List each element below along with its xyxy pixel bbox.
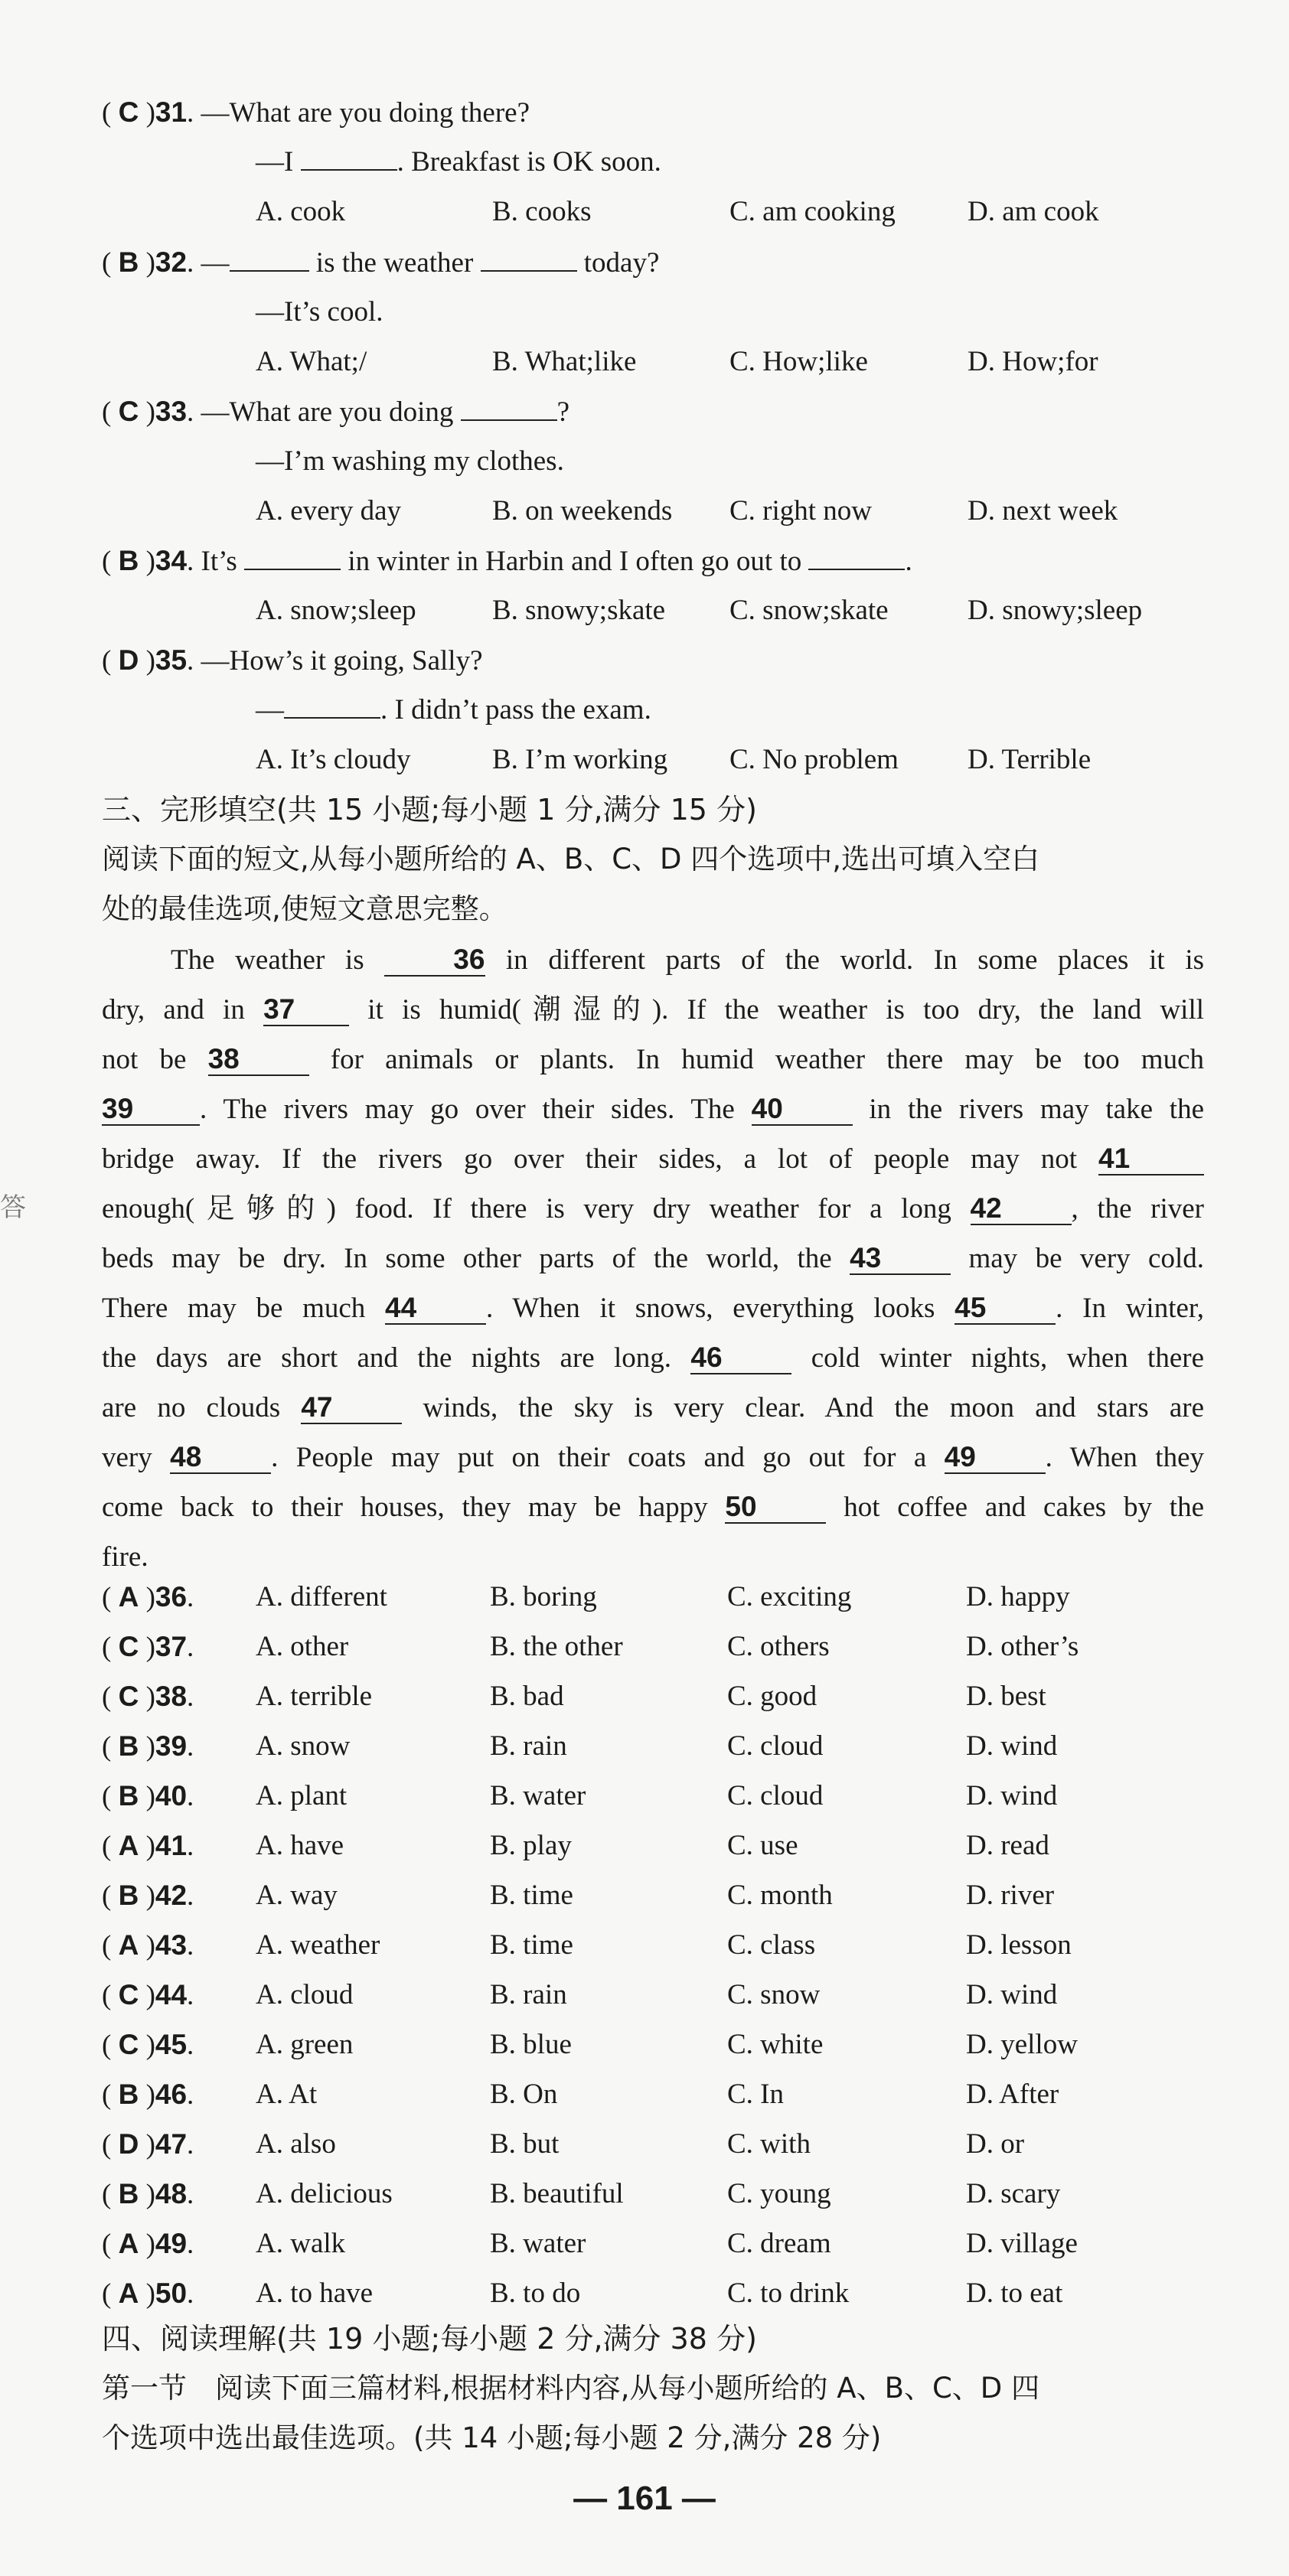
passage-text: in the rivers may take the xyxy=(852,1094,1204,1125)
section-3-title: 三、完形填空(共 15 小题;每小题 1 分,满分 15 分) xyxy=(102,793,757,827)
option-c: C. good xyxy=(727,1681,817,1712)
answer-mark: B xyxy=(118,2178,139,2209)
answer-mark: D xyxy=(118,644,139,676)
section-4-title: 四、阅读理解(共 19 小题;每小题 2 分,满分 38 分) xyxy=(102,2322,757,2356)
passage-line xyxy=(102,1482,1204,1532)
cloze-question-row: ( C )45. xyxy=(102,2029,194,2061)
passage-text: not be xyxy=(102,1044,208,1075)
reply-text: . I didn’t pass the exam. xyxy=(380,694,651,726)
option-a: A. every day xyxy=(256,495,402,527)
option-c: C. am cooking xyxy=(729,196,896,227)
section-3-instruction: 处的最佳选项,使短文意思完整。 xyxy=(102,892,507,925)
option-a: A. snow;sleep xyxy=(256,595,416,626)
answer-mark: B xyxy=(118,1730,139,1762)
option-d: D. After xyxy=(966,2079,1059,2110)
option-c: C. snow;skate xyxy=(729,595,889,626)
question-number: 39 xyxy=(155,1730,188,1762)
passage-line xyxy=(102,1333,1204,1383)
cloze-question-row: ( A )41. xyxy=(102,1830,194,1862)
question-33-reply: —I’m washing my clothes. xyxy=(256,445,564,477)
question-number: 46 xyxy=(155,2079,188,2110)
option-c: C. cloud xyxy=(727,1730,824,1762)
option-a: A. other xyxy=(256,1631,349,1662)
option-b: B. to do xyxy=(490,2278,581,2309)
answer-mark: C xyxy=(118,396,139,427)
passage-text: dry, and in xyxy=(102,994,264,1026)
answer-mark: C xyxy=(118,1979,139,2010)
question-number: 38 xyxy=(155,1681,188,1712)
question-number: 35 xyxy=(155,644,188,676)
passage-text: enough(足够的) food. If there is very dry weather for a long xyxy=(102,1193,971,1224)
option-d: D. am cook xyxy=(968,196,1099,227)
option-a: A. terrible xyxy=(256,1681,373,1712)
question-number: 44 xyxy=(155,1979,188,2010)
cloze-question-row: ( A )36. xyxy=(102,1581,194,1613)
option-a: A. plant xyxy=(256,1780,348,1811)
option-a: A. cloud xyxy=(256,1979,354,2010)
question-number: 32 xyxy=(155,246,188,278)
answer-mark: C xyxy=(118,1631,139,1662)
option-b: B. time xyxy=(490,1880,573,1911)
passage-text: in different parts of the world. In some places it is xyxy=(485,944,1204,976)
blank-37: 37 xyxy=(263,994,349,1026)
blank-48: 48 xyxy=(170,1442,271,1474)
passage-line xyxy=(102,1084,1204,1134)
question-stem: is the weather xyxy=(308,247,481,279)
answer-mark: C xyxy=(118,96,139,128)
blank-41: 41 xyxy=(1098,1143,1204,1176)
option-c: C. No problem xyxy=(729,744,899,775)
passage-text: bridge away. If the rivers go over their sides, a lot of people may not xyxy=(102,1143,1098,1175)
question-stem: in winter in Harbin and I often go out to xyxy=(341,546,809,577)
passage-text: . The rivers may go over their sides. The xyxy=(200,1094,752,1125)
option-a: A. At xyxy=(256,2079,318,2110)
option-b: B. time xyxy=(490,1929,573,1961)
passage-text: it is humid(潮湿的). If the weather is too dry, the land will xyxy=(349,994,1205,1026)
reply-text: —I xyxy=(256,146,294,178)
option-b: B. play xyxy=(490,1830,572,1861)
blank-43: 43 xyxy=(850,1243,951,1275)
option-d: D. How;for xyxy=(968,346,1098,377)
section-3-instruction: 阅读下面的短文,从每小题所给的 A、B、C、D 四个选项中,选出可填入空白 xyxy=(102,843,1040,876)
option-b: B. snowy;skate xyxy=(492,595,666,626)
question-number: 33 xyxy=(155,396,188,427)
question-number: 41 xyxy=(155,1830,188,1861)
reply-text: . Breakfast is OK soon. xyxy=(396,146,661,178)
question-32: ( B )32. — is the weather today? xyxy=(102,243,659,282)
option-a: A. have xyxy=(256,1830,344,1861)
option-a: A. What;/ xyxy=(256,346,367,377)
passage-line xyxy=(102,1234,1204,1283)
passage-text: winds, the sky is very clear. And the moon and stars are xyxy=(402,1392,1204,1423)
answer-mark: C xyxy=(118,2029,139,2060)
passage-text: . In winter, xyxy=(1056,1293,1204,1324)
passage-text: the days are short and the nights are long. xyxy=(102,1342,691,1374)
option-a: A. different xyxy=(256,1581,387,1612)
passage-line xyxy=(102,1134,1204,1184)
question-31-reply xyxy=(256,143,661,181)
cloze-question-row: ( B )48. xyxy=(102,2178,194,2210)
option-a: A. green xyxy=(256,2029,354,2060)
answer-mark: A xyxy=(118,2278,139,2309)
passage-text: . People may put on their coats and go out for a xyxy=(271,1442,945,1473)
option-d: D. yellow xyxy=(966,2029,1078,2060)
cloze-question-row: ( B )40. xyxy=(102,1780,194,1812)
passage-text: The weather is xyxy=(171,944,385,976)
option-b: B. cooks xyxy=(492,196,592,227)
question-35: ( D )35. —How’s it going, Sally? xyxy=(102,644,483,677)
option-a: A. delicious xyxy=(256,2178,393,2209)
answer-blank xyxy=(284,691,380,719)
option-b: B. on weekends xyxy=(492,495,673,527)
blank-36: 36 xyxy=(384,944,485,977)
option-d: D. read xyxy=(966,1830,1049,1861)
blank-40: 40 xyxy=(752,1094,853,1126)
question-stem: today? xyxy=(576,247,660,279)
passage-line xyxy=(102,935,1204,985)
question-number: 48 xyxy=(155,2178,188,2209)
question-number: 40 xyxy=(155,1780,188,1811)
option-d: D. snowy;sleep xyxy=(968,595,1143,626)
option-b: B. beautiful xyxy=(490,2178,624,2209)
question-stem: . xyxy=(905,546,912,577)
option-d: D. to eat xyxy=(966,2278,1063,2309)
passage-line xyxy=(102,1035,1204,1084)
cloze-question-row: ( B )39. xyxy=(102,1730,194,1762)
option-a: A. to have xyxy=(256,2278,374,2309)
passage-line xyxy=(102,1283,1204,1333)
passage-line xyxy=(102,1184,1204,1234)
option-b: B. but xyxy=(490,2128,560,2160)
option-d: D. wind xyxy=(966,1780,1058,1811)
passage-text: beds may be dry. In some other parts of the world, the xyxy=(102,1243,850,1274)
option-c: C. class xyxy=(727,1929,816,1961)
question-number: 47 xyxy=(155,2128,188,2160)
passage-text: very xyxy=(102,1442,171,1473)
option-b: B. rain xyxy=(490,1730,567,1762)
option-c: C. use xyxy=(727,1830,798,1861)
option-c: C. month xyxy=(727,1880,833,1911)
blank-49: 49 xyxy=(945,1442,1046,1474)
blank-46: 46 xyxy=(690,1342,791,1374)
option-d: D. village xyxy=(966,2228,1078,2259)
option-a: A. also xyxy=(256,2128,336,2160)
option-b: B. On xyxy=(490,2079,558,2110)
option-d: D. lesson xyxy=(966,1929,1072,1961)
option-c: C. others xyxy=(727,1631,830,1662)
question-number: 45 xyxy=(155,2029,188,2060)
option-c: C. to drink xyxy=(727,2278,850,2309)
page-number: — 161 — xyxy=(573,2480,716,2517)
question-32-reply: —It’s cool. xyxy=(256,296,383,328)
cloze-question-row: ( A )50. xyxy=(102,2278,194,2310)
passage-text: hot coffee and cakes by the xyxy=(826,1492,1204,1523)
answer-mark: A xyxy=(118,2228,139,2259)
question-35-reply xyxy=(256,691,651,729)
question-number: 50 xyxy=(155,2278,188,2309)
answer-blank xyxy=(230,244,309,272)
option-a: A. way xyxy=(256,1880,338,1911)
answer-blank xyxy=(461,393,557,421)
option-b: B. water xyxy=(490,1780,586,1811)
answer-mark: A xyxy=(118,1581,139,1612)
option-d: D. Terrible xyxy=(968,744,1092,775)
answer-mark: C xyxy=(118,1681,139,1712)
option-d: D. next week xyxy=(968,495,1118,527)
passage-text: There may be much xyxy=(102,1293,386,1324)
passage-text: are no clouds xyxy=(102,1392,302,1423)
option-b: B. boring xyxy=(490,1581,597,1612)
passage-text: for animals or plants. In humid weather there may be too much xyxy=(308,1044,1205,1075)
answer-mark: B xyxy=(118,2079,139,2110)
answer-mark: B xyxy=(118,1780,139,1811)
question-stem: —What are you doing xyxy=(201,396,461,428)
answer-blank xyxy=(244,543,341,570)
option-a: A. weather xyxy=(256,1929,380,1961)
answer-mark: A xyxy=(118,1830,139,1861)
question-33: ( C )33. —What are you doing ? xyxy=(102,393,569,432)
option-c: C. In xyxy=(727,2079,784,2110)
option-c: C. cloud xyxy=(727,1780,824,1811)
question-stem: It’s xyxy=(201,546,245,577)
option-b: B. the other xyxy=(490,1631,623,1662)
question-number: 36 xyxy=(155,1581,188,1612)
option-b: B. rain xyxy=(490,1979,567,2010)
option-b: B. What;like xyxy=(492,346,637,377)
option-b: B. I’m working xyxy=(492,744,668,775)
option-c: C. snow xyxy=(727,1979,821,2010)
option-b: B. water xyxy=(490,2228,586,2259)
question-stem: —What are you doing there? xyxy=(201,97,530,129)
option-b: B. bad xyxy=(490,1681,564,1712)
option-d: D. scary xyxy=(966,2178,1061,2209)
cloze-question-row: ( C )44. xyxy=(102,1979,194,2011)
blank-45: 45 xyxy=(955,1293,1056,1325)
answer-blank xyxy=(808,543,905,570)
passage-text: . When they xyxy=(1045,1442,1204,1473)
blank-47: 47 xyxy=(301,1392,402,1424)
passage-text: may be very cold. xyxy=(951,1243,1204,1274)
option-c: C. white xyxy=(727,2029,824,2060)
blank-38: 38 xyxy=(208,1044,309,1076)
passage-line xyxy=(102,1383,1204,1433)
answer-mark: D xyxy=(118,2128,139,2160)
option-a: A. It’s cloudy xyxy=(256,744,411,775)
cloze-question-row: ( D )47. xyxy=(102,2128,194,2160)
cloze-question-row: ( B )46. xyxy=(102,2079,194,2111)
cloze-question-row: ( C )38. xyxy=(102,1681,194,1713)
option-c: C. young xyxy=(727,2178,831,2209)
question-number: 42 xyxy=(155,1880,188,1911)
section-4-instruction: 第一节 阅读下面三篇材料,根据材料内容,从每小题所给的 A、B、C、D 四 xyxy=(102,2372,1040,2405)
option-d: D. wind xyxy=(966,1730,1058,1762)
cloze-passage xyxy=(102,935,1204,1582)
answer-blank xyxy=(481,244,577,272)
passage-text: . When it snows, everything looks xyxy=(486,1293,955,1324)
passage-text: , the river xyxy=(1071,1193,1205,1224)
question-number: 43 xyxy=(155,1929,188,1961)
option-c: C. exciting xyxy=(727,1581,852,1612)
option-d: D. river xyxy=(966,1880,1055,1911)
option-d: D. best xyxy=(966,1681,1046,1712)
option-c: C. right now xyxy=(729,495,873,527)
cloze-question-row: ( A )43. xyxy=(102,1929,194,1961)
margin-mark: 答 xyxy=(0,1192,26,1223)
option-c: C. with xyxy=(727,2128,811,2160)
passage-line xyxy=(102,1433,1204,1482)
option-d: D. happy xyxy=(966,1581,1070,1612)
blank-39: 39 xyxy=(102,1094,200,1126)
blank-44: 44 xyxy=(385,1293,486,1325)
cloze-question-row: ( B )42. xyxy=(102,1880,194,1912)
question-number: 49 xyxy=(155,2228,188,2259)
option-d: D. other’s xyxy=(966,1631,1079,1662)
cloze-question-row: ( C )37. xyxy=(102,1631,194,1663)
option-d: D. wind xyxy=(966,1979,1058,2010)
option-d: D. or xyxy=(966,2128,1025,2160)
blank-42: 42 xyxy=(971,1193,1072,1225)
passage-text: cold winter nights, when there xyxy=(791,1342,1205,1374)
option-b: B. blue xyxy=(490,2029,572,2060)
question-34: ( B )34. It’s in winter in Harbin and I often go out to . xyxy=(102,542,912,581)
passage-line xyxy=(102,985,1204,1035)
option-c: C. How;like xyxy=(729,346,868,377)
passage-text: come back to their houses, they may be happy xyxy=(102,1492,726,1523)
option-a: A. snow xyxy=(256,1730,351,1762)
question-stem: ? xyxy=(556,396,570,428)
option-a: A. walk xyxy=(256,2228,346,2259)
reply-text: — xyxy=(256,694,284,726)
passage-line: fire. xyxy=(102,1541,148,1573)
answer-mark: B xyxy=(118,1880,139,1911)
question-31: ( C )31. —What are you doing there? xyxy=(102,96,530,129)
answer-mark: B xyxy=(118,246,139,278)
blank-50: 50 xyxy=(725,1492,826,1524)
question-number: 37 xyxy=(155,1631,188,1662)
option-a: A. cook xyxy=(256,196,346,227)
option-c: C. dream xyxy=(727,2228,831,2259)
answer-blank xyxy=(301,143,397,171)
answer-mark: B xyxy=(118,545,139,576)
cloze-question-row: ( A )49. xyxy=(102,2228,194,2260)
question-number: 31 xyxy=(155,96,188,128)
section-4-instruction: 个选项中选出最佳选项。(共 14 小题;每小题 2 分,满分 28 分) xyxy=(102,2421,882,2454)
question-stem: —How’s it going, Sally? xyxy=(201,645,483,677)
answer-mark: A xyxy=(118,1929,139,1961)
question-number: 34 xyxy=(155,545,188,576)
question-stem: — xyxy=(201,247,230,279)
